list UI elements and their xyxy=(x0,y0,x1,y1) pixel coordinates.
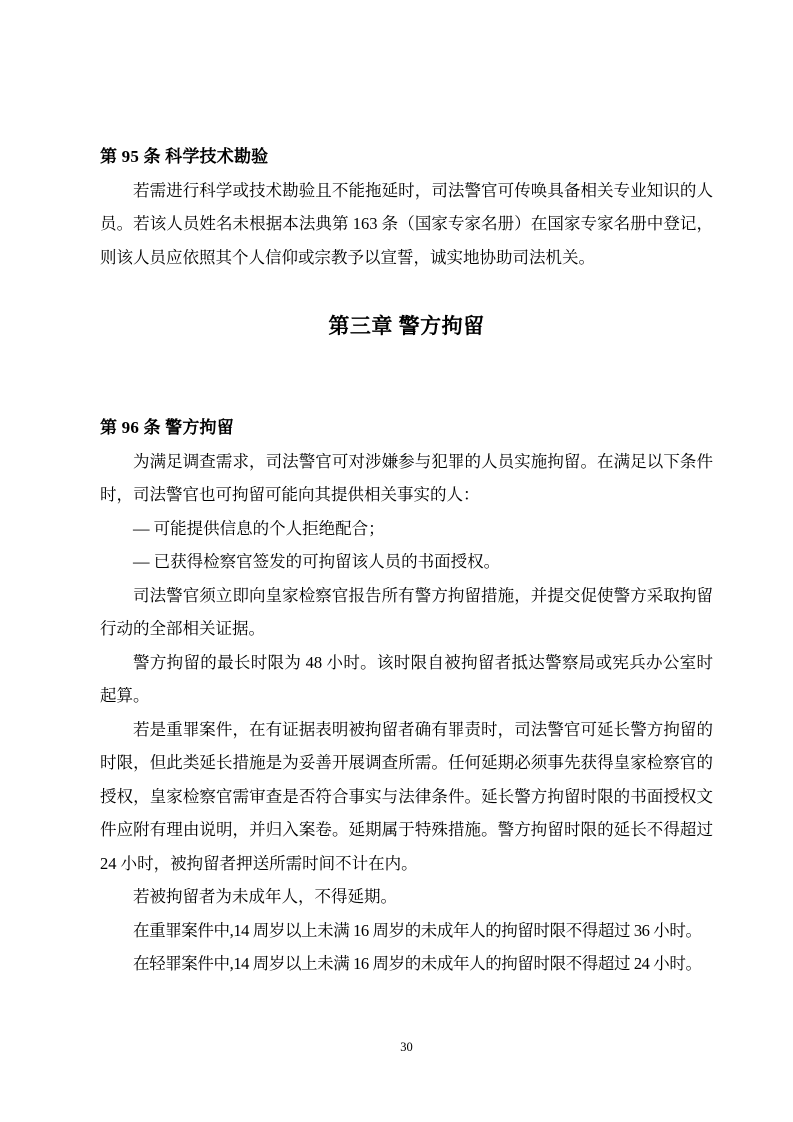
article-96-paragraph-minor: 若被拘留者为未成年人，不得延期。 xyxy=(133,887,397,906)
page-number: 30 xyxy=(400,1040,413,1054)
article-96-paragraph-extension: 若是重罪案件，在有证据表明被拘留者确有罪责时，司法警官可延长警方拘留的时限，但此类延长措施是为妥善开展调查所需。任何延期必须事先获得皇家检察官的授权，皇家检察官需审查是否符合事实与法律条件。延长警方拘留时限的书面授权文件应附有理由说明，并归入案卷。延期属于特殊措施。警方拘留时限的延长不得超过 24 小时，被拘留者押送所需时间不计在内。 xyxy=(100,719,713,873)
article-95-paragraph: 若需进行科学或技术勘验且不能拖延时，司法警官可传唤具备相关专业知识的人员。若该人员姓名未根据本法典第 163 条（国家专家名册）在国家专家名册中登记，则该人员应依照其个人信仰或宗教予以宣誓，诚实地协助司法机关。 xyxy=(100,180,713,267)
article-96-intro-paragraph: 为满足调查需求，司法警官可对涉嫌参与犯罪的人员实施拘留。在满足以下条件时，司法警官也可拘留可能向其提供相关事实的人： xyxy=(100,451,713,504)
article-96-paragraph-felony-minor: 在重罪案件中,14 周岁以上未满 16 周岁的未成年人的拘留时限不得超过 36 小时。 xyxy=(133,920,702,940)
article-96-heading: 第 96 条 警方拘留 xyxy=(100,418,234,437)
article-96-paragraph-time-limit: 警方拘留的最长时限为 48 小时。该时限自被拘留者抵达警察局或宪兵办公室时起算。 xyxy=(100,652,713,705)
chapter-3-heading: 第三章 警方拘留 xyxy=(328,314,485,338)
article-96-paragraph-report: 司法警官须立即向皇家检察官报告所有警方拘留措施，并提交促使警方采取拘留行动的全部相关证据。 xyxy=(100,585,713,638)
article-96-paragraph-misdemeanor-minor: 在轻罪案件中,14 周岁以上未满 16 周岁的未成年人的拘留时限不得超过 24 小时。 xyxy=(133,954,702,973)
article-96-condition-item: — 已获得检察官签发的可拘留该人员的书面授权。 xyxy=(133,552,501,571)
article-96-condition-item: — 可能提供信息的个人拒绝配合； xyxy=(133,518,385,538)
article-95-heading: 第 95 条 科学技术勘验 xyxy=(100,147,269,166)
document-content xyxy=(100,140,713,981)
